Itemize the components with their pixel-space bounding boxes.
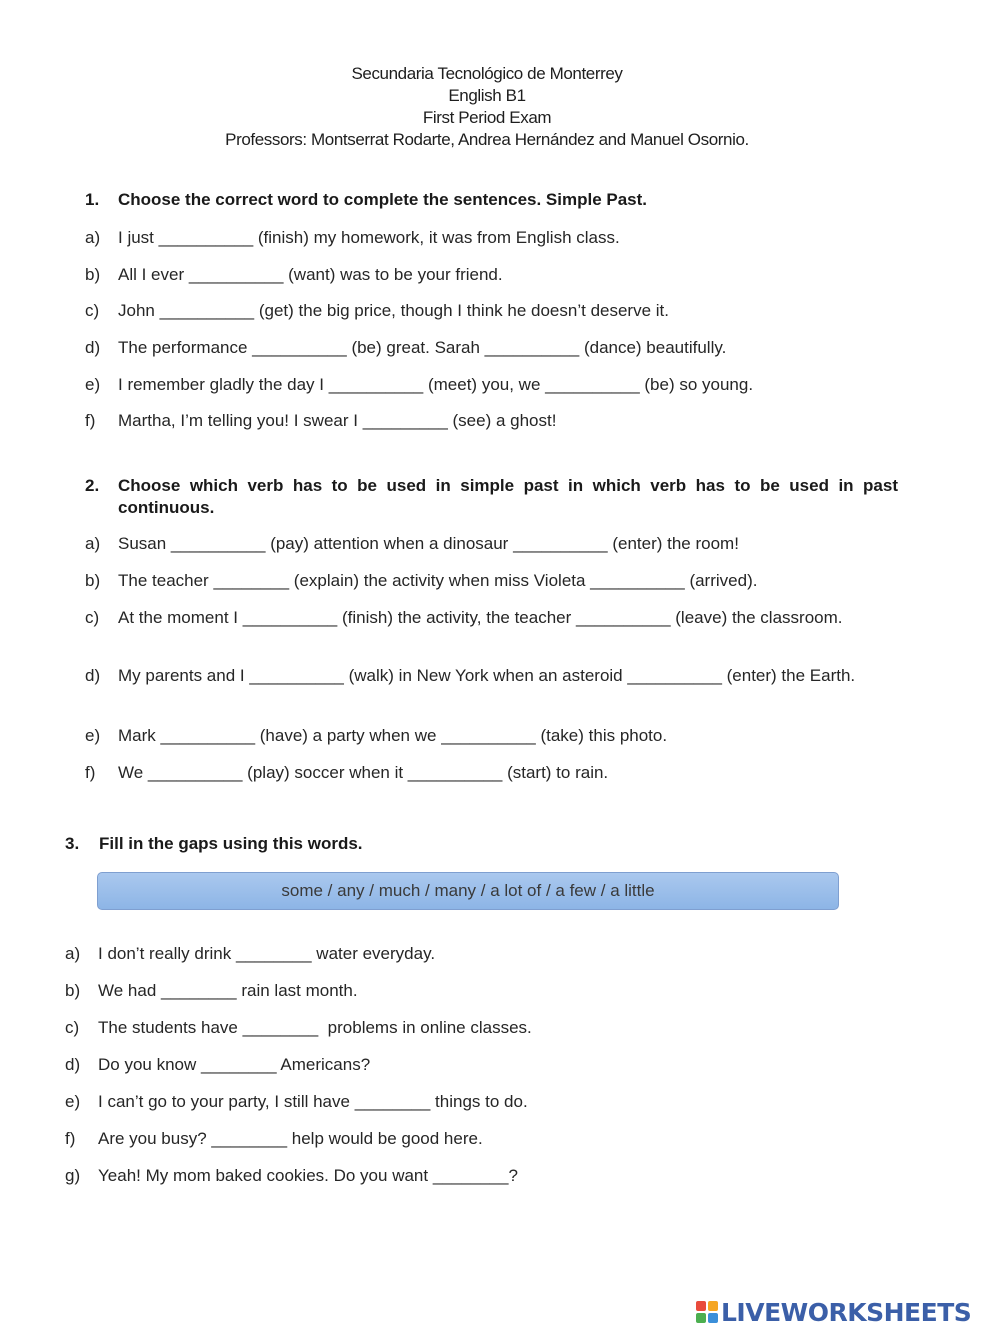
section-2-heading	[85, 475, 900, 519]
list-item	[85, 762, 900, 784]
section-instruction: Choose the correct word to complete the sentences. Simple Past.	[118, 190, 648, 209]
section-number: 1.	[85, 190, 100, 209]
item-text: Mark __________ (have) a party when we __________ (take) this photo.	[118, 726, 668, 745]
list-item	[65, 980, 865, 1002]
item-label: b)	[65, 981, 81, 1000]
list-item	[85, 227, 900, 249]
item-text: Martha, I’m telling you! I swear I _________ (see) a ghost!	[118, 411, 557, 430]
item-label: d)	[65, 1055, 81, 1074]
section-3-heading	[65, 833, 865, 855]
item-text: I just __________ (finish) my homework, it was from English class.	[118, 228, 620, 247]
item-label: b)	[85, 571, 101, 590]
section-1-heading	[85, 189, 900, 211]
list-item	[85, 337, 900, 359]
word-bank: some / any / much / many / a lot of / a few / a little	[97, 872, 839, 910]
item-label: e)	[85, 726, 101, 745]
item-text: I can’t go to your party, I still have ________ things to do.	[98, 1092, 528, 1111]
item-label: d)	[85, 338, 101, 357]
exam-title: First Period Exam	[422, 108, 552, 127]
list-item	[85, 665, 900, 709]
item-label: f)	[85, 411, 96, 430]
logo-block	[696, 1301, 706, 1311]
list-item	[65, 1091, 865, 1113]
course-name: English B1	[448, 86, 526, 105]
item-label: e)	[85, 375, 101, 394]
item-label: c)	[85, 301, 100, 320]
logo-block	[708, 1301, 718, 1311]
professors-line: Professors: Montserrat Rodarte, Andrea Hernández and Manuel Osornio.	[225, 130, 749, 149]
list-item	[85, 300, 900, 322]
item-text: All I ever __________ (want) was to be your friend.	[118, 265, 503, 284]
logo-block	[708, 1313, 718, 1323]
item-text: We had ________ rain last month.	[98, 981, 358, 1000]
list-item	[85, 533, 900, 555]
list-item	[65, 1054, 865, 1076]
item-text: I don’t really drink ________ water everyday.	[98, 944, 436, 963]
item-text: My parents and I __________ (walk) in New York when an asteroid __________ (enter) the Earth.	[118, 666, 856, 685]
liveworksheets-logo-icon	[696, 1301, 718, 1323]
item-label: f)	[85, 763, 96, 782]
item-text: Yeah! My mom baked cookies. Do you want ________?	[98, 1166, 518, 1185]
item-text: We __________ (play) soccer when it __________ (start) to rain.	[118, 763, 609, 782]
item-text: The students have ________ problems in online classes.	[98, 1018, 532, 1037]
item-label: a)	[85, 534, 101, 553]
item-label: f)	[65, 1129, 76, 1148]
list-item	[85, 570, 900, 592]
list-item	[85, 607, 900, 651]
item-text: Do you know ________ Americans?	[98, 1055, 371, 1074]
item-text: I remember gladly the day I __________ (meet) you, we __________ (be) so young.	[118, 375, 754, 394]
list-item	[85, 725, 900, 747]
section-instruction: Choose which verb has to be used in simple past in which verb has to be used in past continuous.	[118, 476, 898, 517]
item-text: The teacher ________ (explain) the activity when miss Violeta __________ (arrived).	[118, 571, 758, 590]
logo-text: LIVEWORKSHEETS	[721, 1297, 972, 1327]
item-text: At the moment I __________ (finish) the activity, the teacher __________ (leave) the classroom.	[118, 608, 843, 627]
item-label: c)	[85, 608, 100, 627]
section-number: 3.	[65, 834, 80, 853]
list-item	[65, 943, 865, 965]
item-label: b)	[85, 265, 101, 284]
item-text: The performance __________ (be) great. Sarah __________ (dance) beautifully.	[118, 338, 727, 357]
item-text: Are you busy? ________ help would be good here.	[98, 1129, 483, 1148]
school-name: Secundaria Tecnológico de Monterrey	[351, 64, 623, 83]
item-label: d)	[85, 666, 101, 685]
item-text: John __________ (get) the big price, though I think he doesn’t deserve it.	[118, 301, 669, 320]
list-item	[65, 1017, 865, 1039]
item-label: a)	[65, 944, 81, 963]
logo-block	[696, 1313, 706, 1323]
document-header	[0, 63, 974, 151]
item-label: e)	[65, 1092, 81, 1111]
item-label: a)	[85, 228, 101, 247]
list-item	[85, 264, 900, 286]
list-item	[65, 1128, 865, 1150]
item-text: Susan __________ (pay) attention when a dinosaur __________ (enter) the room!	[118, 534, 739, 553]
section-instruction: Fill in the gaps using this words.	[99, 834, 363, 853]
section-number: 2.	[85, 476, 100, 495]
list-item	[65, 1165, 865, 1187]
list-item	[85, 374, 900, 396]
item-label: c)	[65, 1018, 80, 1037]
liveworksheets-logo[interactable]	[696, 1296, 971, 1328]
list-item	[85, 410, 900, 432]
item-label: g)	[65, 1166, 81, 1185]
